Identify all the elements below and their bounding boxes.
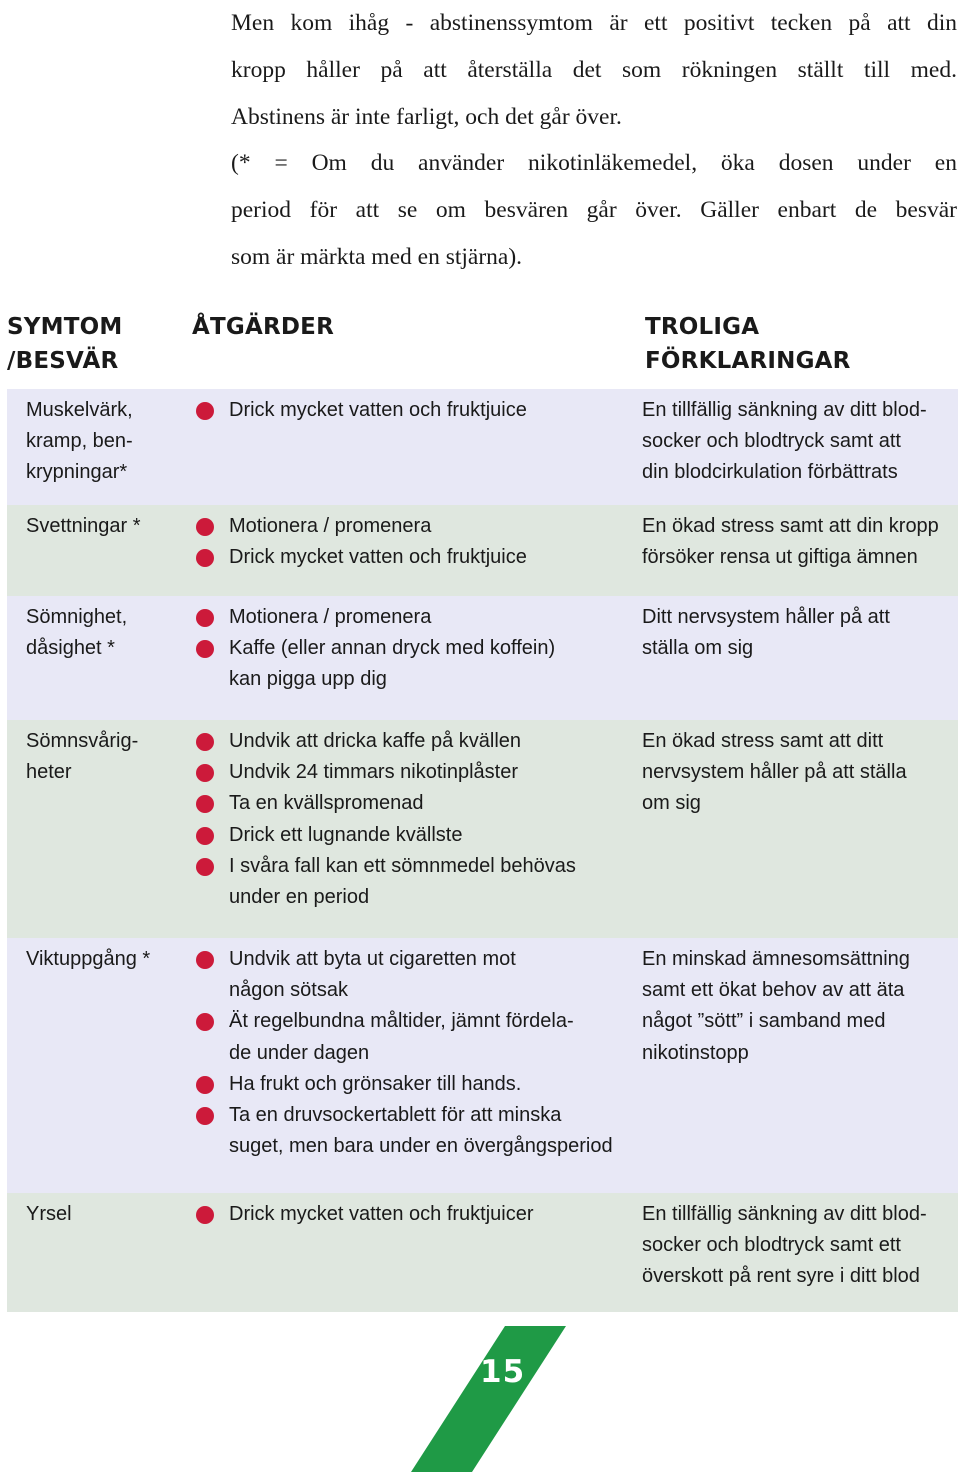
explanation-line: om sig <box>642 792 701 815</box>
table-row <box>7 389 958 505</box>
table-row <box>7 1193 958 1312</box>
action-item <box>196 820 616 851</box>
bullet-icon <box>196 640 214 658</box>
explanation-line: socker och blodtryck samt att <box>642 430 901 453</box>
action-text: Drick mycket vatten och fruktjuicer <box>229 1203 534 1225</box>
explanation-line: försöker rensa ut giftiga ämnen <box>642 546 918 569</box>
bullet-icon <box>196 609 214 627</box>
header-atgarder <box>192 310 334 344</box>
bullet-icon <box>196 951 214 969</box>
action-item <box>196 633 616 664</box>
action-item-continuation <box>196 664 616 695</box>
intro-line: kropp håller på att återställa det som rökningen ställt till med. <box>231 56 957 83</box>
action-item-continuation <box>196 1131 616 1162</box>
action-text: I svåra fall kan ett sömnmedel behövas <box>229 854 576 877</box>
action-text: Undvik 24 timmars nikotinplåster <box>229 761 518 784</box>
explanation-line: En tillfällig sänkning av ditt blod- <box>642 1203 927 1225</box>
explanation-line: nikotinstopp <box>642 1041 749 1064</box>
bullet-icon <box>196 827 214 845</box>
explanation-cell <box>642 1199 960 1293</box>
intro-paragraph <box>231 0 957 281</box>
action-text: Ha frukt och grönsaker till hands. <box>229 1072 522 1095</box>
explanation-line: En ökad stress samt att ditt <box>642 730 884 752</box>
symptom-line: Viktuppgång * <box>26 948 151 970</box>
bullet-icon <box>196 795 214 813</box>
bullet-icon <box>196 764 214 782</box>
symptom-line: kramp, ben- <box>26 430 133 453</box>
explanation-line: ställa om sig <box>642 637 754 660</box>
action-text: de under dagen <box>229 1041 370 1064</box>
action-item <box>196 851 616 882</box>
action-item <box>196 788 616 819</box>
action-item <box>196 542 616 573</box>
intro-line: period för att se om besvären går över. Gäller enbart de besvär <box>231 197 957 224</box>
symptom-cell <box>26 602 191 664</box>
bullet-icon <box>196 518 214 536</box>
action-text: Undvik att byta ut cigaretten mot <box>229 948 516 970</box>
bullet-icon <box>196 549 214 567</box>
explanation-cell <box>642 395 960 489</box>
explanation-line: En ökad stress samt att din kropp <box>642 515 939 537</box>
explanation-line: din blodcirkulation förbättrats <box>642 461 898 484</box>
page-badge-stripe <box>411 1326 566 1472</box>
bullet-icon <box>196 858 214 876</box>
action-item <box>196 1006 616 1037</box>
intro-line: Men kom ihåg - abstinenssymtom är ett positivt tecken på att din <box>231 10 957 36</box>
intro-line: (* = Om du använder nikotinläkemedel, öka dosen under en <box>231 150 957 177</box>
table-row <box>7 505 958 596</box>
bullet-icon <box>196 1107 214 1125</box>
actions-cell <box>196 511 616 573</box>
header-forklaringar <box>645 310 851 378</box>
action-item <box>196 511 616 542</box>
action-item <box>196 602 616 633</box>
symptom-line: dåsighet * <box>26 637 115 660</box>
explanation-cell <box>642 602 960 664</box>
action-item <box>196 395 616 426</box>
explanation-cell <box>642 726 960 820</box>
symptom-line: Muskelvärk, <box>26 399 133 421</box>
table-row <box>7 720 958 938</box>
action-text: Ta en druvsockertablett för att minska <box>229 1104 562 1127</box>
header-symtom <box>7 310 122 378</box>
symptom-line: Sömnighet, <box>26 606 128 628</box>
explanation-cell <box>642 944 960 1069</box>
explanation-line: överskott på rent syre i ditt blod <box>642 1265 920 1288</box>
action-text: Motionera / promenera <box>229 606 432 628</box>
explanation-line: något ”sött” i samband med <box>642 1010 886 1033</box>
symptom-line: heter <box>26 761 72 784</box>
explanation-line: Ditt nervsystem håller på att <box>642 606 890 628</box>
symptom-line: Yrsel <box>26 1203 72 1225</box>
action-text: Drick mycket vatten och fruktjuice <box>229 399 527 421</box>
action-item-continuation <box>196 882 616 913</box>
action-item <box>196 944 616 975</box>
action-item <box>196 1069 616 1100</box>
explanation-line: En tillfällig sänkning av ditt blod- <box>642 399 927 421</box>
actions-cell <box>196 395 616 426</box>
symptom-line: Svettningar * <box>26 515 141 537</box>
bullet-icon <box>196 1206 214 1224</box>
table-row <box>7 596 958 720</box>
action-text: under en period <box>229 886 370 909</box>
actions-cell <box>196 602 616 696</box>
explanation-line: samt ett ökat behov av att äta <box>642 979 905 1002</box>
header-line: SYMTOM <box>7 314 123 340</box>
actions-cell <box>196 726 616 913</box>
header-line: /BESVÄR <box>7 348 119 374</box>
action-text: Undvik att dricka kaffe på kvällen <box>229 730 522 752</box>
action-text: Motionera / promenera <box>229 515 432 537</box>
symptom-cell <box>26 726 191 788</box>
action-text: Ta en kvällspromenad <box>229 792 424 815</box>
header-line: TROLIGA <box>645 314 760 340</box>
symptom-cell <box>26 395 191 489</box>
symptom-cell <box>26 511 191 542</box>
actions-cell <box>196 944 616 1162</box>
action-item-continuation <box>196 1038 616 1069</box>
explanation-line: socker och blodtryck samt ett <box>642 1234 901 1257</box>
actions-cell <box>196 1199 616 1230</box>
symptom-line: krypningar* <box>26 461 128 484</box>
symptom-cell <box>26 1199 191 1230</box>
explanation-line: En minskad ämnesomsättning <box>642 948 910 970</box>
bullet-icon <box>196 402 214 420</box>
action-item <box>196 1100 616 1131</box>
action-text: suget, men bara under en övergångsperiod <box>229 1135 613 1158</box>
explanation-cell <box>642 511 960 573</box>
header-line: FÖRKLARINGAR <box>645 348 851 374</box>
intro-line: som är märkta med en stjärna). <box>231 243 523 270</box>
action-text: kan pigga upp dig <box>229 668 387 691</box>
page-number: 15 <box>480 1354 526 1390</box>
action-item-continuation <box>196 975 616 1006</box>
action-text: Ät regelbundna måltider, jämnt fördela- <box>229 1010 574 1033</box>
action-item <box>196 757 616 788</box>
bullet-icon <box>196 733 214 751</box>
action-item <box>196 1199 616 1230</box>
page-number-badge <box>411 1326 571 1472</box>
action-text: någon sötsak <box>229 979 348 1002</box>
action-item <box>196 726 616 757</box>
header-line: ÅTGÄRDER <box>192 314 334 340</box>
symptom-cell <box>26 944 191 975</box>
bullet-icon <box>196 1013 214 1031</box>
action-text: Kaffe (eller annan dryck med koffein) <box>229 637 556 660</box>
symptom-line: Sömnsvårig- <box>26 730 139 752</box>
action-text: Drick ett lugnande kvällste <box>229 823 463 846</box>
explanation-line: nervsystem håller på att ställa <box>642 761 907 784</box>
intro-line: Abstinens är inte farligt, och det går över. <box>231 103 622 130</box>
action-text: Drick mycket vatten och fruktjuice <box>229 546 527 569</box>
table-row <box>7 938 958 1193</box>
bullet-icon <box>196 1076 214 1094</box>
